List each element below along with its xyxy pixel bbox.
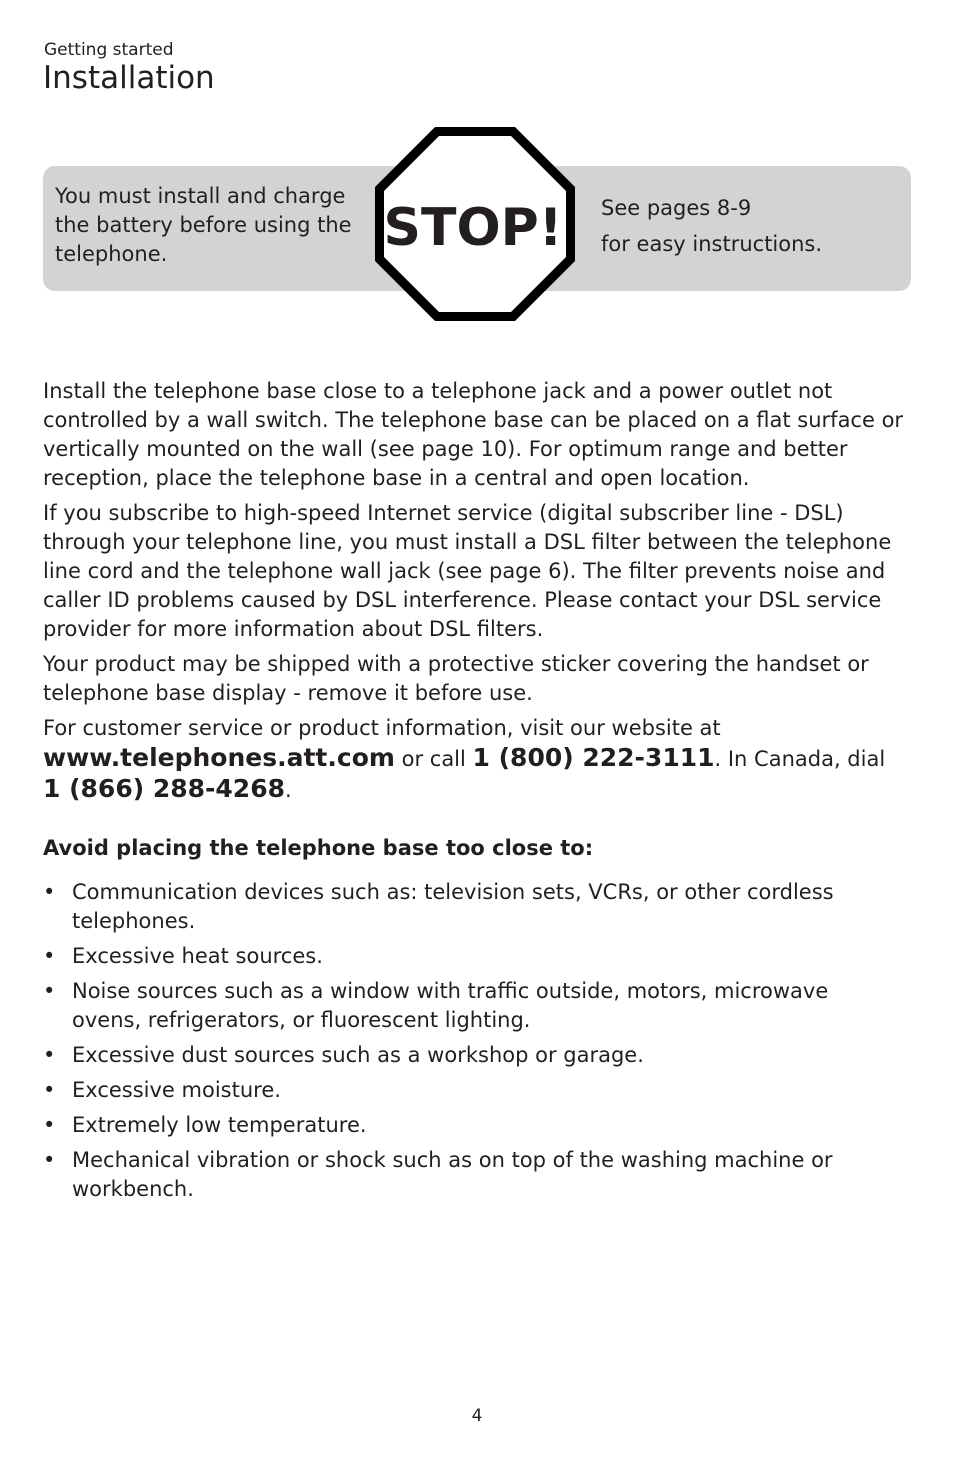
contact-paragraph xyxy=(43,714,923,805)
list-item-text: Mechanical vibration or shock such as on top of the washing machine or workbench. xyxy=(72,1148,833,1201)
bullet-icon: • xyxy=(43,944,56,968)
instructions-reference xyxy=(601,190,901,262)
dsl-paragraph: If you subscribe to high-speed Internet service (digital subscriber line - DSL) through your telephone line, you must install a DSL filter between the telephone line cord and the telephone wall jack (see page 6). The filter prevents noise and caller ID problems caused by DSL interference. Please contact your DSL service provider for more information about DSL filters. xyxy=(43,501,892,641)
canada-phone-number: 1 (866) 288-4268 xyxy=(43,774,285,803)
contact-intro: For customer service or product information, visit our website at xyxy=(43,716,721,740)
us-phone-number: 1 (800) 222-3111 xyxy=(472,743,715,772)
instructions-note: for easy instructions. xyxy=(601,232,823,256)
avoid-heading: Avoid placing the telephone base too close to: xyxy=(43,836,594,860)
stop-sign-text: STOP! xyxy=(383,198,563,258)
list-item xyxy=(43,1076,903,1105)
contact-end: . xyxy=(284,778,292,802)
list-item xyxy=(43,942,903,971)
canada-text: . In Canada, dial xyxy=(714,747,886,771)
bullet-icon: • xyxy=(43,1043,56,1067)
bullet-icon: • xyxy=(43,1113,56,1137)
page-title: Installation xyxy=(43,60,215,96)
bullet-icon: • xyxy=(43,1078,56,1102)
list-item-text: Extremely low temperature. xyxy=(72,1113,367,1137)
page-number: 4 xyxy=(471,1406,483,1426)
or-call-text: or call xyxy=(394,747,473,771)
placement-paragraph: Install the telephone base close to a telephone jack and a power outlet not controlled by a wall switch. The telephone base can be placed on a flat surface or vertically mounted on the wall (see page 10). For optimum range and better reception, place the telephone base in a central and open location. xyxy=(43,379,904,490)
sticker-paragraph: Your product may be shipped with a protective sticker covering the handset or telephone base display - remove it before use. xyxy=(43,652,869,705)
section-label: Getting started xyxy=(44,40,174,60)
list-item xyxy=(43,1146,903,1204)
list-item-text: Excessive dust sources such as a workshop or garage. xyxy=(72,1043,644,1067)
list-item-text: Noise sources such as a window with traffic outside, motors, microwave ovens, refrigerators, or fluorescent lighting. xyxy=(72,979,829,1032)
list-item xyxy=(43,1111,903,1140)
list-item-text: Communication devices such as: television sets, VCRs, or other cordless telephones. xyxy=(72,880,834,933)
bullet-icon: • xyxy=(43,979,56,1003)
list-item-text: Excessive heat sources. xyxy=(72,944,323,968)
list-item xyxy=(43,878,903,936)
avoid-list xyxy=(43,878,903,1210)
website-link[interactable]: www.telephones.att.com xyxy=(43,743,395,772)
list-item xyxy=(43,1041,903,1070)
battery-warning-text: You must install and charge the battery before using the telephone. xyxy=(55,184,352,266)
instructions-pages: See pages 8-9 xyxy=(601,196,752,220)
list-item-text: Excessive moisture. xyxy=(72,1078,281,1102)
list-item xyxy=(43,977,903,1035)
bullet-icon: • xyxy=(43,880,56,904)
bullet-icon: • xyxy=(43,1148,56,1172)
stop-sign-icon xyxy=(372,124,578,324)
body-text xyxy=(43,377,923,811)
